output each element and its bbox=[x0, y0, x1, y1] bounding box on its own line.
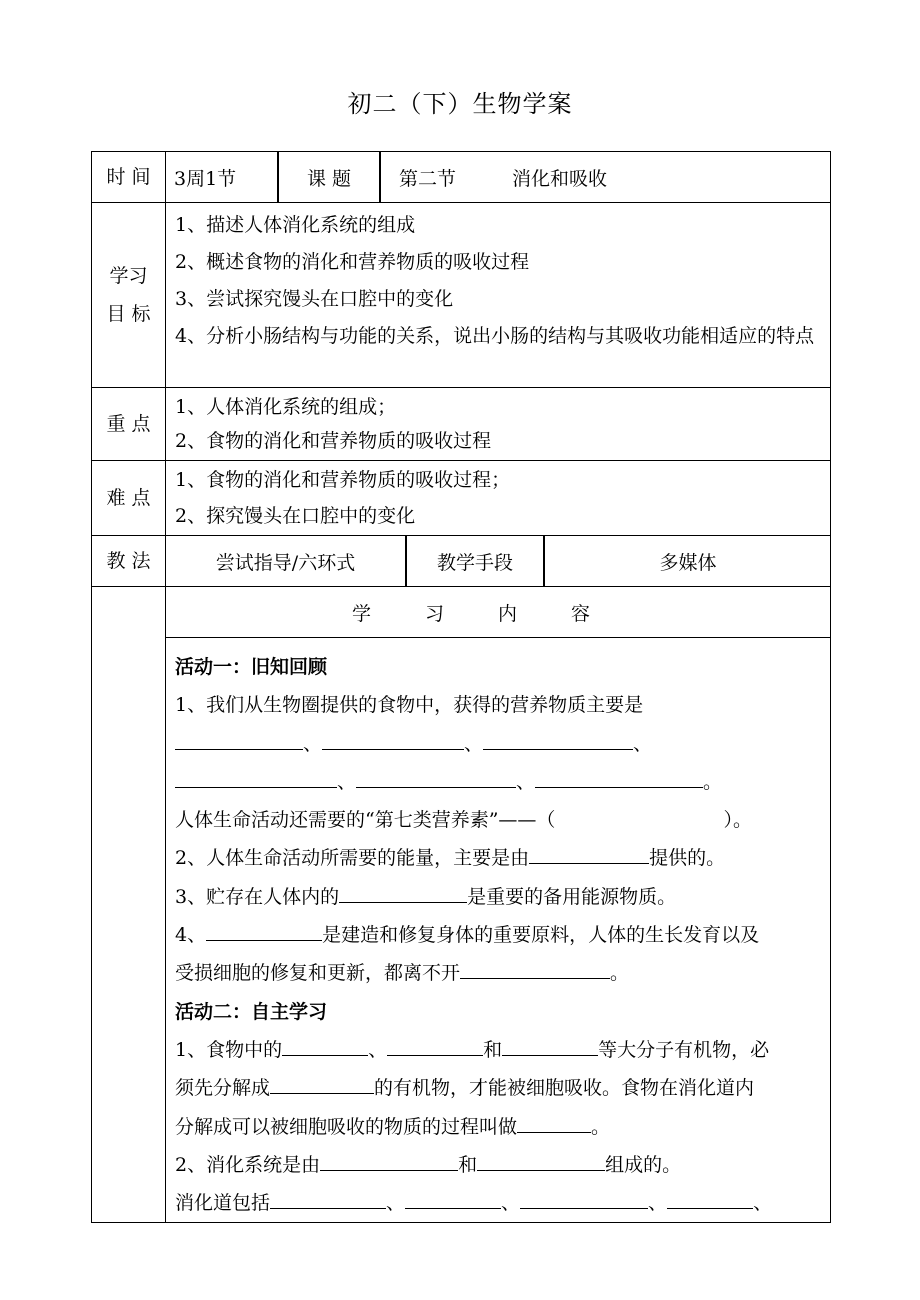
a1-q1-blanks-row1: 、 、 、 bbox=[175, 725, 822, 763]
page-title: 初二（下）生物学案 bbox=[347, 90, 573, 118]
lesson-plan-table bbox=[91, 151, 831, 1223]
objectives-label: 学习 目 标 bbox=[92, 203, 166, 388]
difficulties-list bbox=[166, 461, 831, 536]
a2-q1: 1、食物中的 、 和 等大分子有机物，必 bbox=[175, 1031, 822, 1069]
objective-item: 3、尝试探究馒头在口腔中的变化 bbox=[175, 288, 454, 310]
header-inner bbox=[166, 152, 831, 202]
blank-line bbox=[520, 1189, 648, 1209]
activity2-title: 活动二：自主学习 bbox=[175, 1000, 328, 1023]
a1-q1-blanks-row2: 、 、 。 bbox=[175, 763, 822, 801]
blank-line bbox=[387, 1036, 483, 1056]
a1-q1: 1、我们从生物圈提供的食物中，获得的营养物质主要是 bbox=[175, 694, 644, 717]
a2-q1-line3: 分解成可以被细胞吸收的物质的过程叫做 。 bbox=[175, 1108, 822, 1146]
blank-line bbox=[282, 1036, 368, 1056]
means-label: 教学手段 bbox=[406, 536, 544, 586]
topic-value bbox=[380, 152, 831, 202]
blank-line bbox=[535, 768, 703, 788]
topic-section: 第二节 bbox=[399, 167, 457, 190]
key-points-label: 重 点 bbox=[92, 388, 166, 461]
content-row bbox=[92, 587, 831, 1223]
blank-line bbox=[477, 1151, 605, 1171]
blank-line bbox=[517, 1113, 591, 1133]
blank-line bbox=[667, 1189, 753, 1209]
blank-line bbox=[529, 844, 649, 864]
blank-line bbox=[320, 1151, 458, 1171]
a2-q2: 2、消化系统是由 和 组成的。 bbox=[175, 1146, 822, 1184]
difficulty-item: 1、食物的消化和营养物质的吸收过程； bbox=[175, 469, 511, 491]
a2-q3: 消化道包括 、 、 、 、 bbox=[175, 1184, 822, 1222]
key-points-row bbox=[92, 388, 831, 461]
header-row bbox=[92, 152, 831, 203]
content-inner bbox=[166, 587, 830, 1222]
content-heading: 学习内容 bbox=[166, 587, 830, 638]
blank-line bbox=[270, 1189, 386, 1209]
blank-line bbox=[270, 1074, 374, 1094]
a2-q1-line2: 须先分解成 的有机物，才能被细胞吸收。食物在消化道内 bbox=[175, 1069, 822, 1107]
means-value: 多媒体 bbox=[544, 536, 831, 586]
content-body bbox=[166, 638, 830, 1222]
blank-line bbox=[206, 921, 322, 941]
time-label: 时 间 bbox=[92, 152, 166, 203]
method-inner bbox=[166, 536, 831, 586]
blank-line bbox=[356, 768, 516, 788]
difficulties-label: 难 点 bbox=[92, 461, 166, 536]
blank-line bbox=[175, 768, 337, 788]
a1-q4: 4、 是建造和修复身体的重要原料，人体的生长发育以及 bbox=[175, 916, 822, 954]
objective-item: 4、分析小肠结构与功能的关系，说出小肠的结构与其吸收功能相适应的特点 bbox=[175, 325, 815, 347]
a1-q4-line2: 受损细胞的修复和更新，都离不开 。 bbox=[175, 954, 822, 992]
method-label: 教 法 bbox=[92, 536, 166, 587]
key-point-item: 2、食物的消化和营养物质的吸收过程 bbox=[175, 430, 492, 452]
method-value: 尝试指导/六环式 bbox=[215, 551, 356, 574]
objectives-list bbox=[166, 203, 831, 388]
content-left-cell bbox=[92, 587, 166, 1223]
activity1-title: 活动一：旧知回顾 bbox=[175, 656, 328, 678]
difficulty-item: 2、探究馒头在口腔中的变化 bbox=[175, 505, 416, 527]
blank-line bbox=[460, 959, 610, 979]
method-row bbox=[92, 536, 831, 587]
a1-q3: 3、贮存在人体内的 是重要的备用能源物质。 bbox=[175, 878, 822, 916]
key-point-item: 1、人体消化系统的组成； bbox=[175, 396, 397, 418]
blank-line bbox=[322, 730, 464, 750]
topic-label: 课 题 bbox=[278, 152, 380, 202]
topic-name: 消化和吸收 bbox=[512, 167, 608, 190]
a1-seventh: 人体生命活动还需要的“第七类营养素”——（ ）。 bbox=[175, 809, 752, 832]
key-points-list bbox=[166, 388, 831, 461]
a1-q2: 2、人体生命活动所需要的能量，主要是由 提供的。 bbox=[175, 839, 822, 877]
objective-item: 2、概述食物的消化和营养物质的吸收过程 bbox=[175, 251, 530, 273]
objective-item: 1、描述人体消化系统的组成 bbox=[175, 214, 416, 236]
blank-line bbox=[502, 1036, 598, 1056]
blank-line bbox=[483, 730, 633, 750]
objectives-row bbox=[92, 203, 831, 388]
difficulties-row bbox=[92, 461, 831, 536]
blank-line bbox=[339, 883, 467, 903]
time-value: 3周1节 bbox=[174, 167, 237, 190]
blank-line bbox=[405, 1189, 501, 1209]
blank-line bbox=[175, 730, 303, 750]
